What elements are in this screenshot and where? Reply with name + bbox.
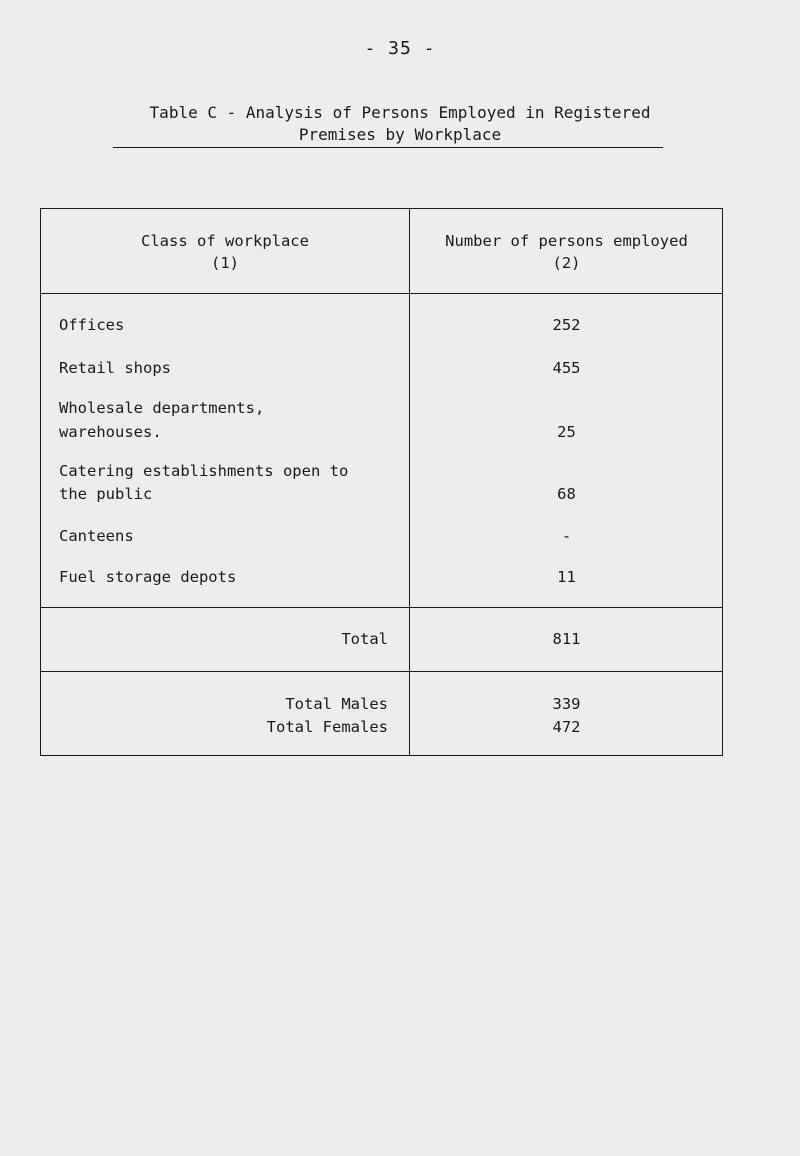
header-divider bbox=[41, 293, 722, 294]
row-offices-value: 252 bbox=[552, 316, 581, 334]
total-divider-bottom bbox=[41, 671, 722, 672]
row-retail-value: 455 bbox=[552, 359, 581, 377]
row-retail-label: Retail shops bbox=[59, 359, 171, 377]
row-canteens-value: - bbox=[561, 527, 572, 545]
total-value: 811 bbox=[552, 630, 581, 648]
total-label: Total bbox=[341, 630, 388, 648]
row-wholesale-value: 25 bbox=[557, 423, 576, 441]
total-females-value: 472 bbox=[552, 718, 581, 736]
total-males-value: 339 bbox=[552, 695, 581, 713]
row-canteens-label: Canteens bbox=[59, 527, 134, 545]
title-line-1: Table C - Analysis of Persons Employed in Registered bbox=[149, 103, 651, 122]
row-offices-label: Offices bbox=[59, 316, 125, 334]
total-males-label: Total Males bbox=[285, 695, 388, 713]
employment-table bbox=[40, 208, 723, 756]
row-wholesale-label-2: warehouses. bbox=[59, 423, 162, 441]
page-number: - 35 - bbox=[364, 38, 436, 59]
row-catering-value: 68 bbox=[557, 485, 576, 503]
row-catering-label-1: Catering establishments open to bbox=[59, 462, 349, 480]
total-divider-top bbox=[41, 607, 722, 608]
row-fuel-label: Fuel storage depots bbox=[59, 568, 237, 586]
title-line-2: Premises by Workplace bbox=[298, 125, 502, 144]
header-col2-number: (2) bbox=[552, 254, 581, 272]
row-wholesale-label-1: Wholesale departments, bbox=[59, 399, 265, 417]
header-col2-label: Number of persons employed bbox=[445, 232, 688, 250]
table-title bbox=[0, 102, 800, 146]
row-fuel-value: 11 bbox=[557, 568, 576, 586]
total-females-label: Total Females bbox=[266, 718, 388, 736]
row-catering-label-2: the public bbox=[59, 485, 153, 503]
header-col1-number: (1) bbox=[211, 254, 239, 272]
column-divider bbox=[409, 209, 410, 755]
header-col1-label: Class of workplace bbox=[141, 232, 309, 250]
title-underline bbox=[113, 147, 663, 148]
